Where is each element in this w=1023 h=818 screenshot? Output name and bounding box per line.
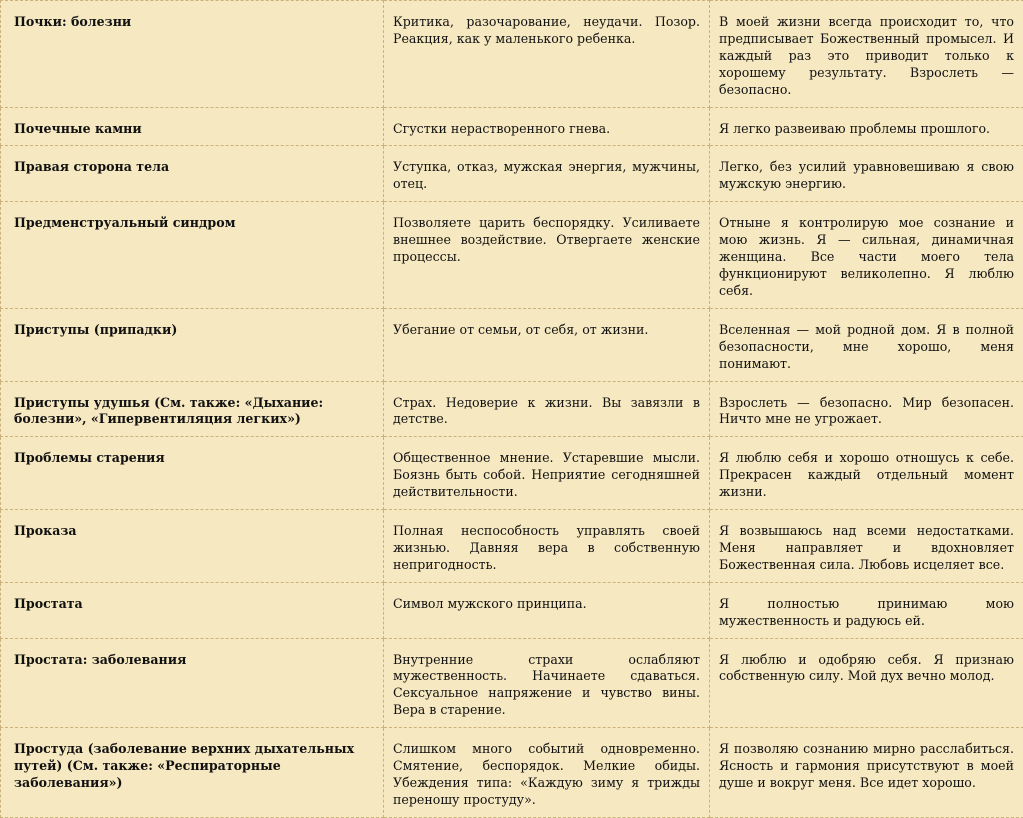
affirmation-cell: Взрослеть — безопасно. Мир безопасен. Ничто мне не угрожает.: [710, 381, 1023, 437]
table-row: [1, 582, 1023, 638]
cause-cell: Сгустки нерастворенного гнева.: [384, 107, 710, 146]
cause-cell: Позволяете царить беспорядку. Усиливаете внешнее воздействие. Отвергаете женские процессы.: [384, 202, 710, 309]
affirmation-cell: Я люблю и одобряю себя. Я признаю собственную силу. Мой дух вечно молод.: [710, 638, 1023, 728]
table-row: [1, 510, 1023, 583]
table-row: [1, 202, 1023, 309]
condition-cell: Приступы (припадки): [1, 308, 384, 381]
table-row: [1, 381, 1023, 437]
affirmation-cell: Вселенная — мой родной дом. Я в полной безопасности, мне хорошо, меня понимают.: [710, 308, 1023, 381]
condition-cell: Простата: [1, 582, 384, 638]
condition-cell: Приступы удушья (См. также: «Дыхание: болезни», «Гипервентиляция легких»): [1, 381, 384, 437]
cause-cell: Убегание от семьи, от себя, от жизни.: [384, 308, 710, 381]
table-row: [1, 1, 1023, 108]
table-row: [1, 308, 1023, 381]
condition-cell: Простуда (заболевание верхних дыхательных путей) (См. также: «Респираторные заболевания»): [1, 728, 384, 818]
affirmation-cell: Я позволяю сознанию мирно расслабиться. Ясность и гармония присутствуют в моей душе и вокруг меня. Все идет хорошо.: [710, 728, 1023, 818]
table-row: [1, 728, 1023, 818]
cause-cell: Страх. Недоверие к жизни. Вы завязли в детстве.: [384, 381, 710, 437]
table-row: [1, 146, 1023, 202]
condition-cell: Почечные камни: [1, 107, 384, 146]
affirmation-cell: Я возвышаюсь над всеми недостатками. Меня направляет и вдохновляет Божественная сила. Любовь исцеляет все.: [710, 510, 1023, 583]
cause-cell: Критика, разочарование, неудачи. Позор. Реакция, как у маленького ребенка.: [384, 1, 710, 108]
cause-cell: Полная неспособность управлять своей жизнью. Давняя вера в собственную непригодность.: [384, 510, 710, 583]
cause-cell: Внутренние страхи ослабляют мужественность. Начинаете сдаваться. Сексуальное напряжение и чувство вины. Вера в старение.: [384, 638, 710, 728]
cause-cell: Слишком много событий одновременно. Смятение, беспорядок. Мелкие обиды. Убеждения типа: «Каждую зиму я трижды переношу простуду».: [384, 728, 710, 818]
condition-cell: Простата: заболевания: [1, 638, 384, 728]
cause-cell: Символ мужского принципа.: [384, 582, 710, 638]
affirmation-cell: Я легко развеиваю проблемы прошлого.: [710, 107, 1023, 146]
table-row: [1, 107, 1023, 146]
condition-cell: Правая сторона тела: [1, 146, 384, 202]
condition-cell: Почки: болезни: [1, 1, 384, 108]
cause-cell: Уступка, отказ, мужская энергия, мужчины, отец.: [384, 146, 710, 202]
cause-cell: Общественное мнение. Устаревшие мысли. Боязнь быть собой. Неприятие сегодняшней действительности.: [384, 437, 710, 510]
affirmation-cell: Легко, без усилий уравновешиваю я свою мужскую энергию.: [710, 146, 1023, 202]
condition-cell: Проблемы старения: [1, 437, 384, 510]
condition-cell: Предменструальный синдром: [1, 202, 384, 309]
table-row: [1, 437, 1023, 510]
table-row: [1, 638, 1023, 728]
affirmation-cell: Я люблю себя и хорошо отношусь к себе. Прекрасен каждый отдельный момент жизни.: [710, 437, 1023, 510]
condition-cell: Проказа: [1, 510, 384, 583]
affirmation-cell: Я полностью принимаю мою мужественность и радуюсь ей.: [710, 582, 1023, 638]
affirmation-cell: В моей жизни всегда происходит то, что предписывает Божественный промысел. И каждый раз это приводит только к хорошему результату. Взрослеть — безопасно.: [710, 1, 1023, 108]
affirmation-cell: Отныне я контролирую мое сознание и мою жизнь. Я — сильная, динамичная женщина. Все части моего тела функционируют великолепно. Я люблю себя.: [710, 202, 1023, 309]
